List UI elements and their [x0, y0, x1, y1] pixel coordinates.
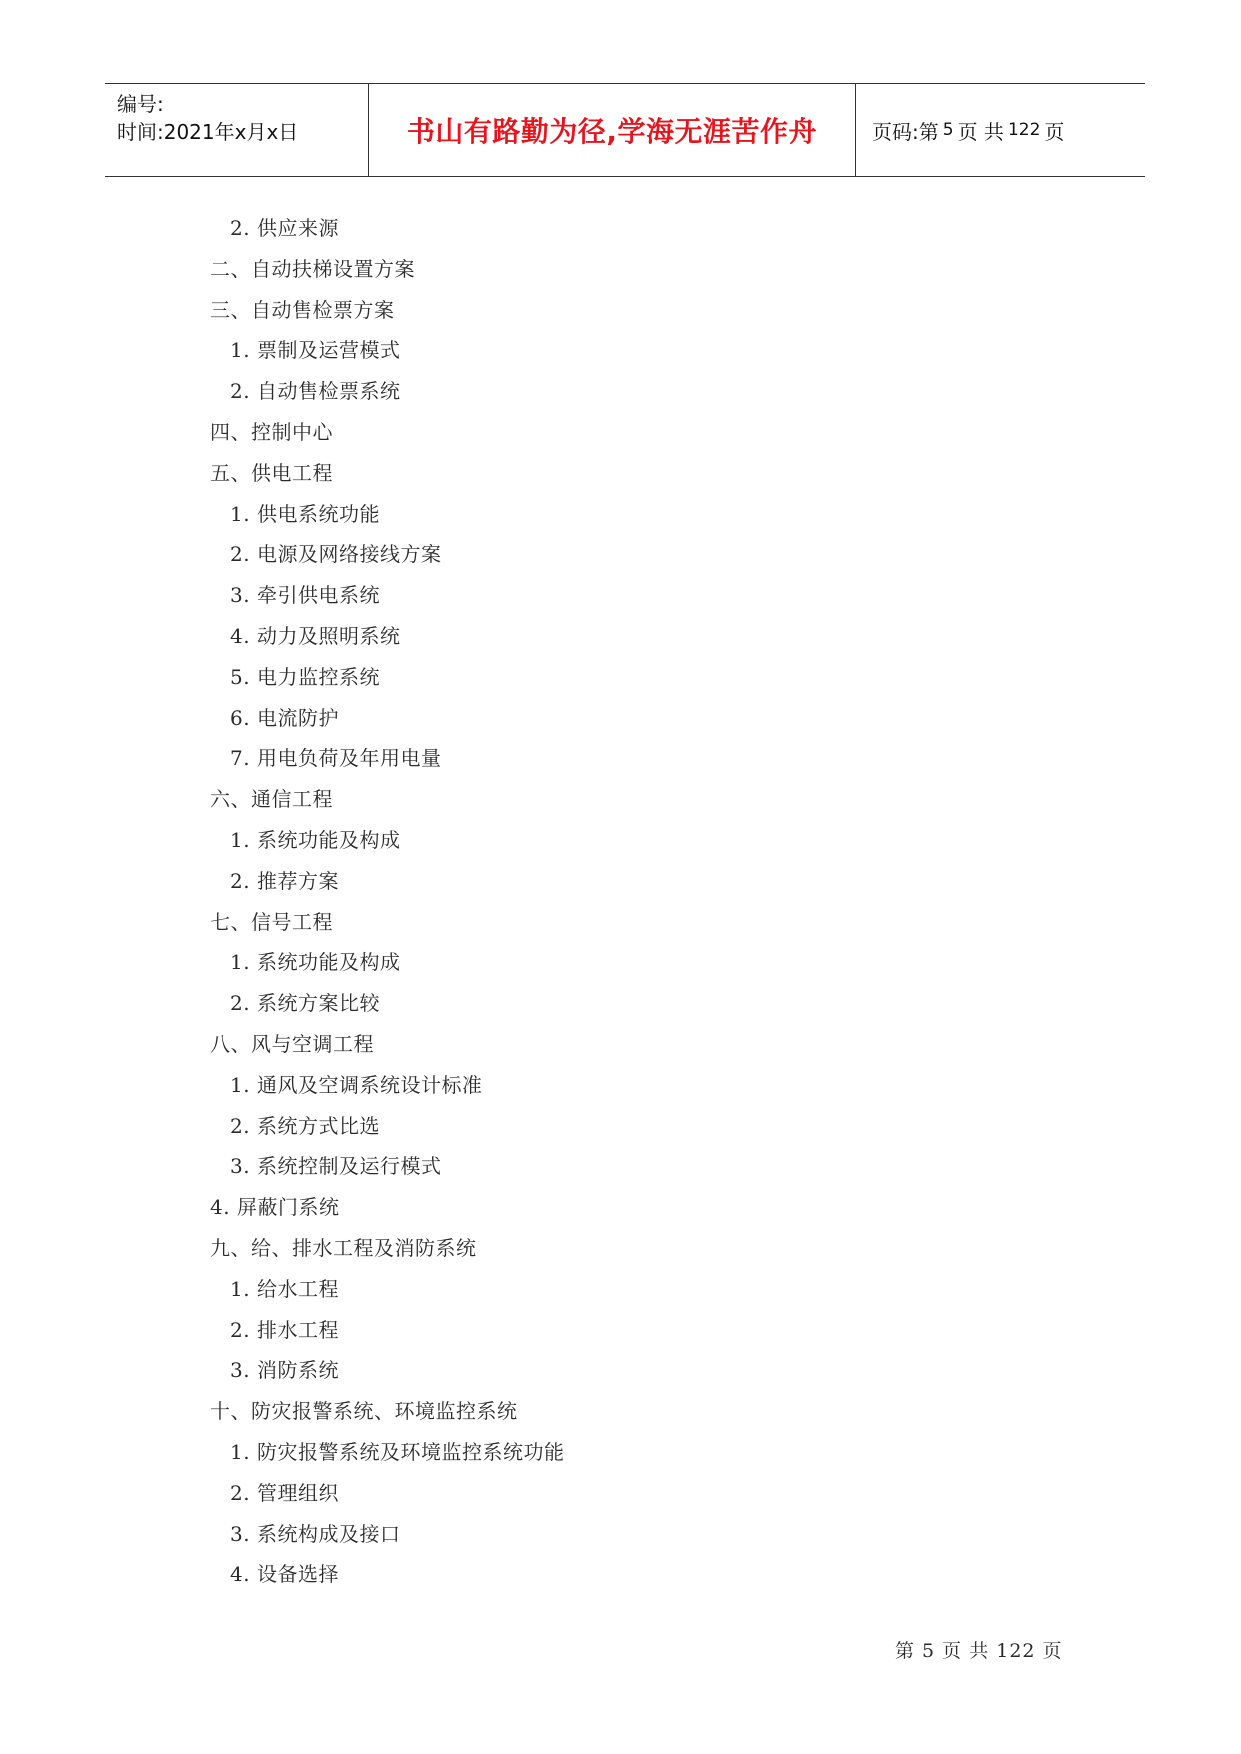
- toc-item: 九、给、排水工程及消防系统: [210, 1235, 477, 1260]
- toc-item: 十、防灾报警系统、环境监控系统: [210, 1399, 518, 1424]
- toc-item: 七、信号工程: [210, 909, 333, 934]
- toc-item: 六、通信工程: [210, 787, 333, 812]
- toc-item: 3. 牵引供电系统: [230, 583, 380, 608]
- toc-item: 1. 系统功能及构成: [230, 827, 401, 852]
- toc-item: 2. 自动售检票系统: [230, 379, 401, 404]
- toc-item: 三、自动售检票方案: [210, 297, 395, 322]
- toc-item: 2. 电源及网络接线方案: [230, 542, 442, 567]
- page-current: 5: [942, 120, 954, 140]
- page-label-mid: 页 共: [957, 119, 1004, 144]
- toc-item: 2. 推荐方案: [230, 868, 339, 893]
- header-info-cell: [105, 84, 369, 176]
- table-of-contents: [0, 208, 1241, 1595]
- toc-item: 2. 管理组织: [230, 1480, 339, 1505]
- toc-item: 4. 屏蔽门系统: [210, 1195, 340, 1220]
- toc-item: 1. 供电系统功能: [230, 501, 380, 526]
- document-header: [105, 83, 1145, 177]
- header-motto-cell: [369, 84, 856, 176]
- toc-item: 3. 系统控制及运行模式: [230, 1154, 442, 1179]
- toc-item: 1. 防灾报警系统及环境监控系统功能: [230, 1439, 565, 1464]
- toc-item: 1. 票制及运营模式: [230, 338, 401, 363]
- toc-item: 1. 给水工程: [230, 1276, 339, 1301]
- toc-item: 3. 系统构成及接口: [230, 1521, 401, 1546]
- toc-item: 2. 系统方式比选: [230, 1113, 380, 1138]
- toc-item: 1. 系统功能及构成: [230, 950, 401, 975]
- toc-item: 五、供电工程: [210, 460, 333, 485]
- toc-item: 6. 电流防护: [230, 705, 339, 730]
- page-total: 122: [1007, 120, 1041, 140]
- toc-item: 2. 供应来源: [230, 216, 339, 240]
- toc-item: 二、自动扶梯设置方案: [210, 256, 415, 281]
- toc-item: 四、控制中心: [210, 419, 333, 444]
- toc-item: 八、风与空调工程: [210, 1031, 374, 1056]
- toc-item: 2. 排水工程: [230, 1317, 339, 1342]
- toc-item: 2. 系统方案比较: [230, 991, 380, 1016]
- toc-item: 4. 动力及照明系统: [230, 623, 401, 648]
- header-motto: 书山有路勤为径,学海无涯苦作舟: [406, 115, 818, 148]
- document-time-label: 时间:2021年x月x日: [117, 120, 299, 144]
- toc-item: 5. 电力监控系统: [230, 664, 380, 689]
- document-number-label: 编号:: [117, 92, 164, 116]
- toc-item: 7. 用电负荷及年用电量: [230, 746, 442, 771]
- page-footer: 第 5 页 共 122 页: [895, 1640, 1063, 1662]
- toc-item: 3. 消防系统: [230, 1358, 339, 1383]
- toc-item: 1. 通风及空调系统设计标准: [230, 1072, 483, 1097]
- toc-item: 4. 设备选择: [230, 1562, 339, 1587]
- header-page-cell: [856, 84, 1145, 176]
- page-label-suffix: 页: [1044, 119, 1065, 144]
- page-label-prefix: 页码:第: [872, 119, 939, 144]
